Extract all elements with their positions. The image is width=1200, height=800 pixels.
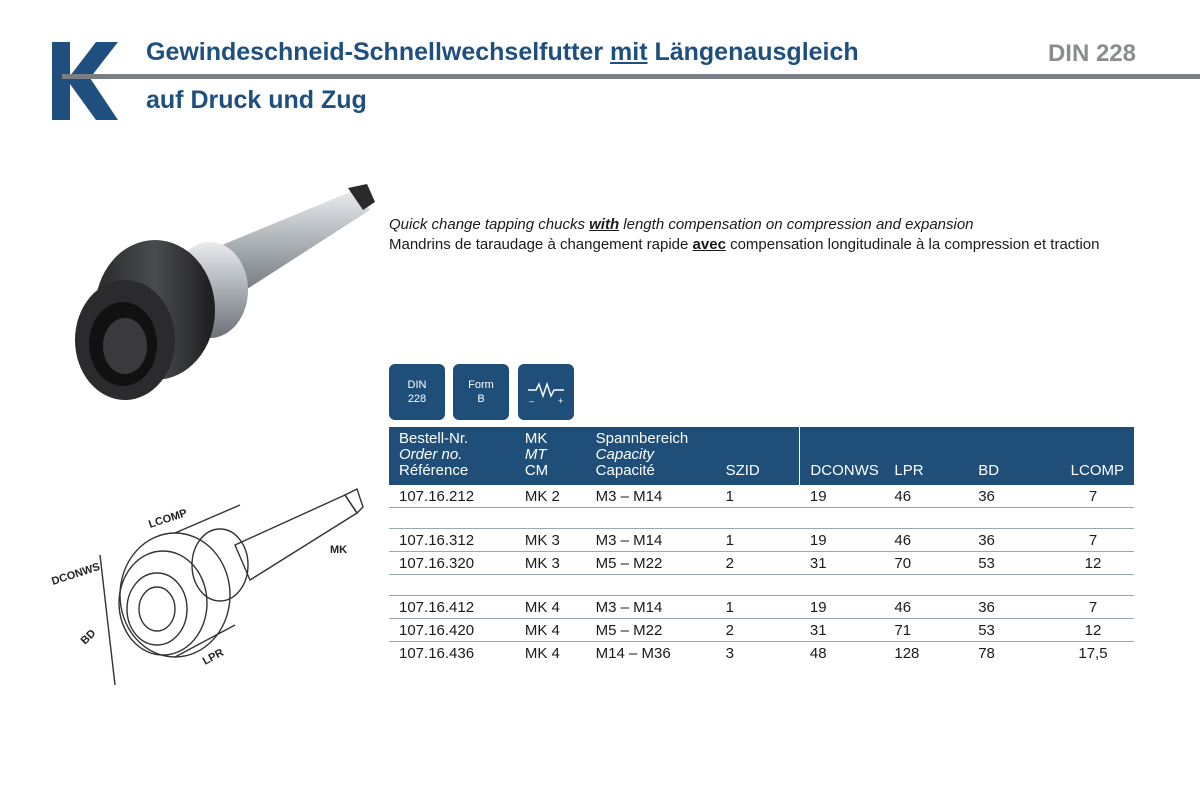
description-french: Mandrins de taraudage à changement rapide avec compensation longitudinale à la compression et traction (389, 236, 1100, 253)
label-mk: MK (330, 544, 348, 556)
header-dconws: DCONWS (800, 427, 884, 485)
header-lpr: LPR (884, 427, 968, 485)
table-header-row (389, 427, 1134, 485)
table-row: 107.16.320 MK 3 M5 – M22 2 31 70 53 12 (389, 552, 1134, 575)
table-row: 107.16.412 MK 4 M3 – M14 1 19 46 36 7 (389, 596, 1134, 619)
header-lcomp: LCOMP (1052, 427, 1134, 485)
page-subtitle: auf Druck und Zug (146, 86, 367, 114)
svg-text:–: – (529, 396, 535, 406)
badge-spring-compensation (518, 364, 574, 420)
badge-din: DIN 228 (389, 364, 445, 420)
product-table (389, 427, 1134, 664)
technical-drawing (45, 485, 385, 695)
table-row: 107.16.436 MK 4 M14 – M36 3 48 128 78 17,5 (399, 644, 1108, 662)
product-photo (45, 180, 385, 415)
table-spacer-row (389, 575, 1134, 596)
page-title: Gewindeschneid-Schnellwechselfutter mit Längenausgleich (146, 38, 859, 66)
label-lcomp: LCOMP (147, 507, 189, 531)
header-capacity: Spannbereich Capacity Capacité (586, 427, 716, 485)
table-row: 107.16.312 MK 3 M3 – M14 1 19 46 36 7 (389, 529, 1134, 552)
header-rule (62, 74, 1200, 79)
label-bd: BD (78, 627, 99, 648)
badge-form: Form B (453, 364, 509, 420)
table-spacer-row (389, 508, 1134, 529)
header-mk: MK MT CM (515, 427, 586, 485)
header-bd: BD (968, 427, 1052, 485)
description-english: Quick change tapping chucks with length compensation on compression and expansion (389, 216, 974, 233)
brand-logo-k (52, 42, 118, 120)
label-dconws: DCONWS (50, 560, 102, 588)
svg-text:+: + (558, 396, 564, 406)
header-szid: SZID (716, 427, 800, 485)
table-row: 107.16.420 MK 4 M5 – M22 2 31 71 53 12 (389, 619, 1134, 642)
din-standard-label: DIN 228 (1047, 40, 1136, 67)
header-reference: Bestell-Nr. Order no. Référence (389, 427, 515, 485)
label-lpr: LPR (200, 646, 226, 668)
spring-compensation-icon (526, 378, 566, 406)
table-row: 107.16.212 MK 2 M3 – M14 1 19 46 36 7 (389, 485, 1134, 508)
